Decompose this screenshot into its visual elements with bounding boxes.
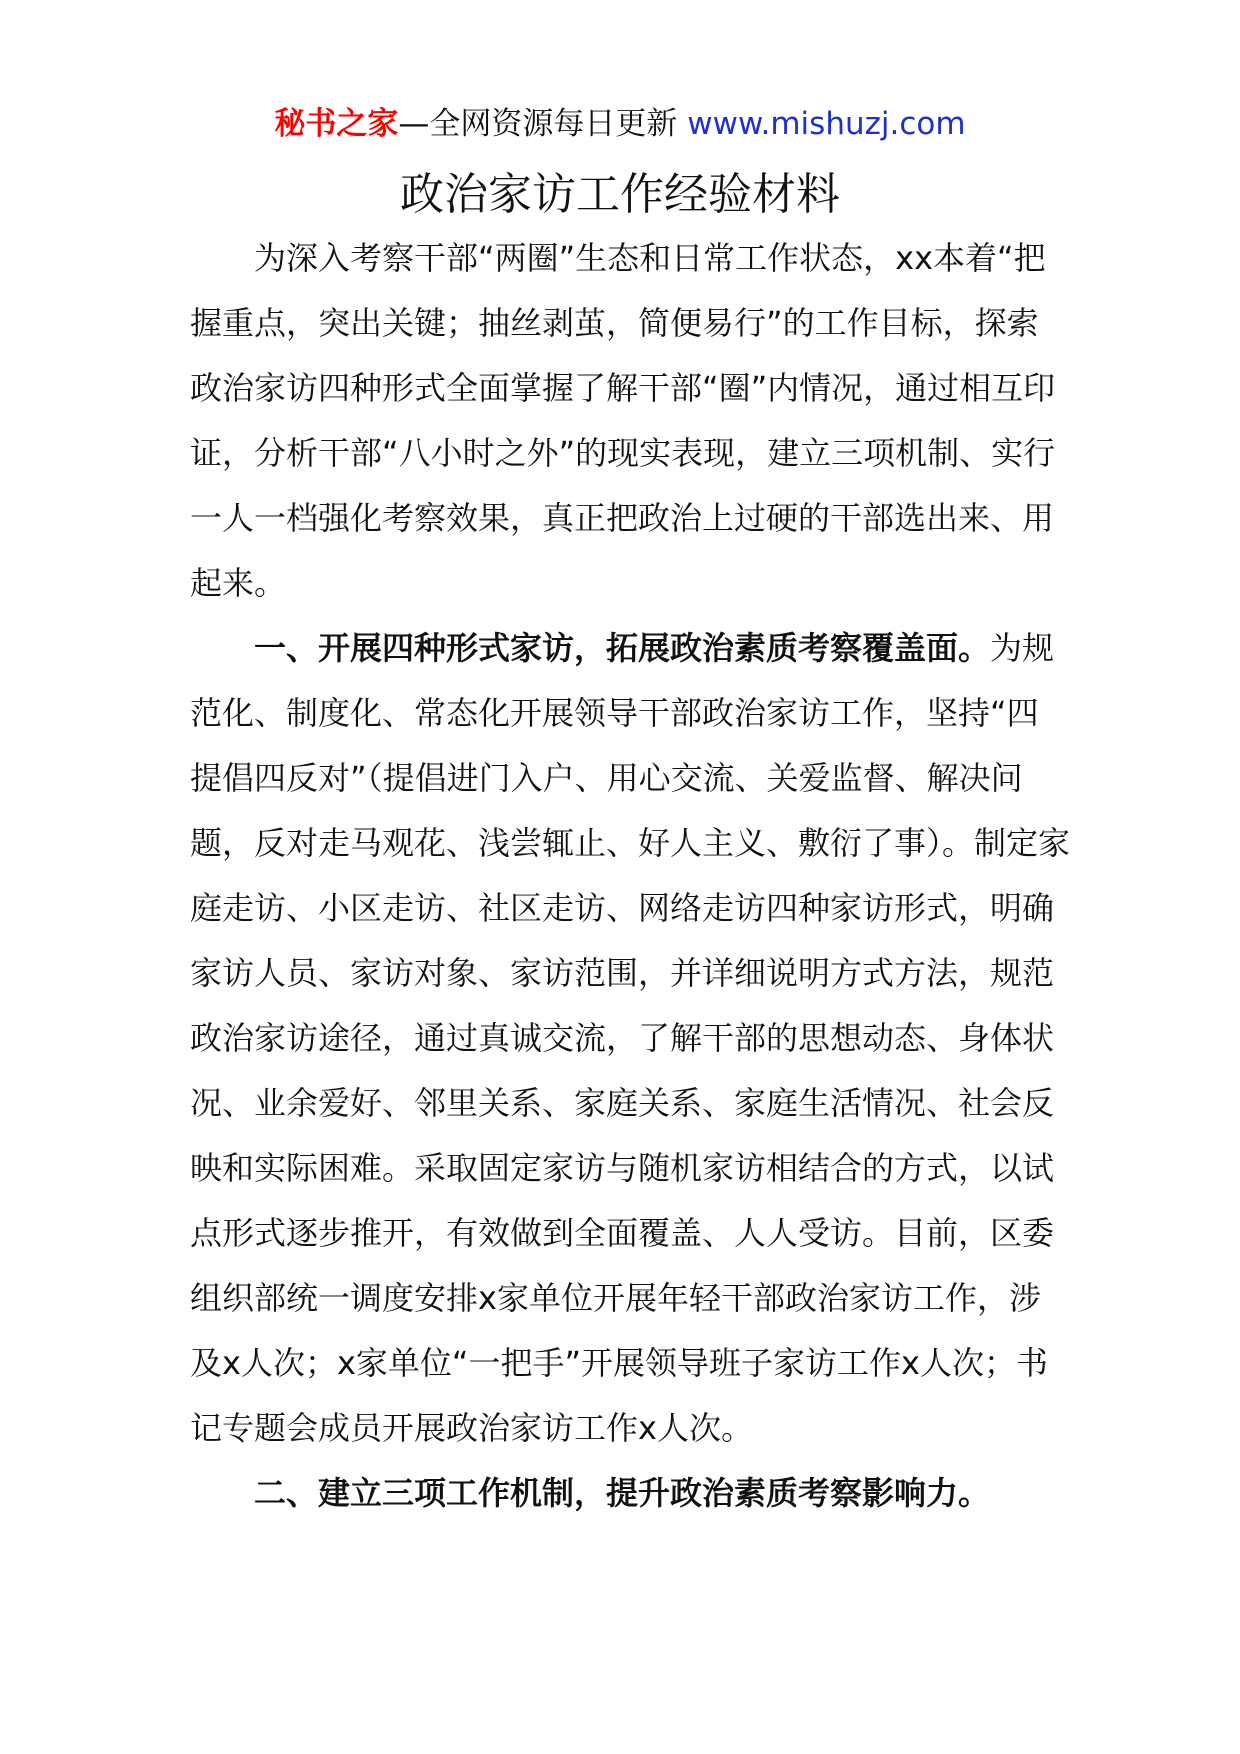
site-header [0, 100, 1240, 148]
intro-paragraph: 为深入考察干部“两圈”生态和日常工作状态，xx本着“把握重点，突出关键；抽丝剥茧，简便易行”的工作目标，探索政治家访四种形式全面掌握了解干部“圈”内情况，通过相互印证，分析干部“八小时之外”的现实表现，建立三项机制、实行一人一档强化考察效果，真正把政治上过硬的干部选出来、用起来。 [190, 239, 1056, 602]
brand-name: 秘书之家 [274, 106, 399, 142]
document-body [190, 226, 1070, 1526]
section-one [190, 616, 1070, 1461]
section-one-heading: 一、开展四种形式家访，拓展政治素质考察覆盖面。 [254, 629, 991, 667]
header-tagline: —全网资源每日更新 [398, 106, 678, 142]
document-title: 政治家访工作经验材料 [400, 169, 840, 220]
section-two [190, 1461, 1070, 1526]
site-url-link[interactable]: www.mishuzj.com [687, 106, 966, 142]
section-two-heading: 二、建立三项工作机制，提升政治素质考察影响力。 [254, 1474, 991, 1512]
section-one-text: 为规范化、制度化、常态化开展领导干部政治家访工作，坚持“四提倡四反对”（提倡进门入户、用心交流、关爱监督、解决问题，反对走马观花、浅尝辄止、好人主义、敷衍了事）。制定家庭走访、小区走访、社区走访、网络走访四种家访形式，明确家访人员、家访对象、家访范围，并详细说明方式方法，规范政治家访途径，通过真诚交流，了解干部的思想动态、身体状况、业余爱好、邻里关系、家庭关系、家庭生活情况、社会反映和实际困难。采取固定家访与随机家访相结合的方式，以试点形式逐步推开，有效做到全面覆盖、人人受访。目前，区委组织部统一调度安排x家单位开展年轻干部政治家访工作，涉及x人次；x家单位“一把手”开展领导班子家访工作x人次；书记专题会成员开展政治家访工作x人次。 [190, 629, 1071, 1447]
